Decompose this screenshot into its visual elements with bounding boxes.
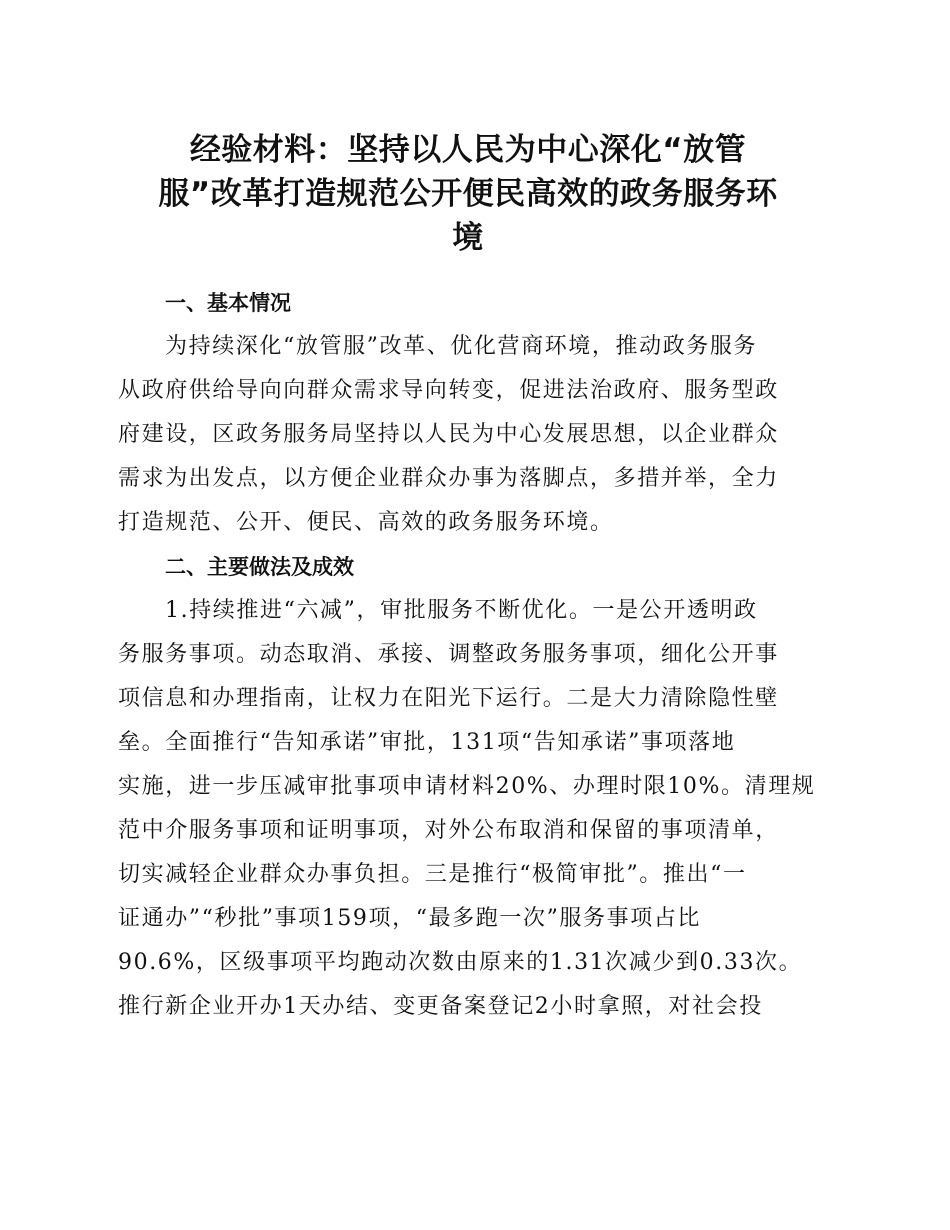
paragraph-line: 实施，进一步压减审批事项申请材料20%、办理时限10%。清理规 — [118, 774, 816, 799]
paragraph-line: 为持续深化“放管服”改革、优化营商环境，推动政务服务 — [165, 334, 758, 359]
paragraph-line: 需求为出发点，以方便企业群众办事为落脚点，多措并举，全力 — [118, 466, 779, 491]
paragraph-line: 1.持续推进“六减”，审批服务不断优化。一是公开透明政 — [165, 598, 758, 623]
title-line: 服”改革打造规范公开便民高效的政务服务环 — [158, 176, 778, 212]
paragraph-line: 切实减轻企业群众办事负担。三是推行“极简审批”。推出“一 — [118, 862, 747, 887]
section-heading-basic: 一、基本情况 — [165, 291, 291, 315]
paragraph-line: 垒。全面推行“告知承诺”审批，131项“告知承诺”事项落地 — [118, 730, 736, 755]
paragraph-line: 证通办”“秒批”事项159项，“最多跑一次”服务事项占比 — [118, 906, 702, 931]
title-line: 经验材料：坚持以人民为中心深化“放管 — [189, 132, 747, 168]
document-title — [118, 128, 818, 260]
paragraph-line: 务服务事项。动态取消、承接、调整政务服务事项，细化公开事 — [118, 642, 779, 667]
paragraph-line: 打造规范、公开、便民、高效的政务服务环境。 — [118, 510, 614, 535]
paragraph-line: 范中介服务事项和证明事项，对外公布取消和保留的事项清单， — [118, 818, 779, 843]
section-heading-measures: 二、主要做法及成效 — [165, 555, 354, 579]
title-line: 境 — [452, 220, 484, 256]
paragraph-line: 推行新企业开办1天办结、变更备案登记2小时拿照，对社会投 — [118, 994, 763, 1019]
paragraph-line: 项信息和办理指南，让权力在阳光下运行。二是大力清除隐性壁 — [118, 686, 779, 711]
paragraph-line: 90.6%，区级事项平均跑动次数由原来的1.31次减少到0.33次。 — [118, 950, 803, 975]
paragraph-line: 从政府供给导向向群众需求导向转变，促进法治政府、服务型政 — [118, 378, 779, 403]
paragraph-line: 府建设，区政务服务局坚持以人民为中心发展思想，以企业群众 — [118, 422, 779, 447]
